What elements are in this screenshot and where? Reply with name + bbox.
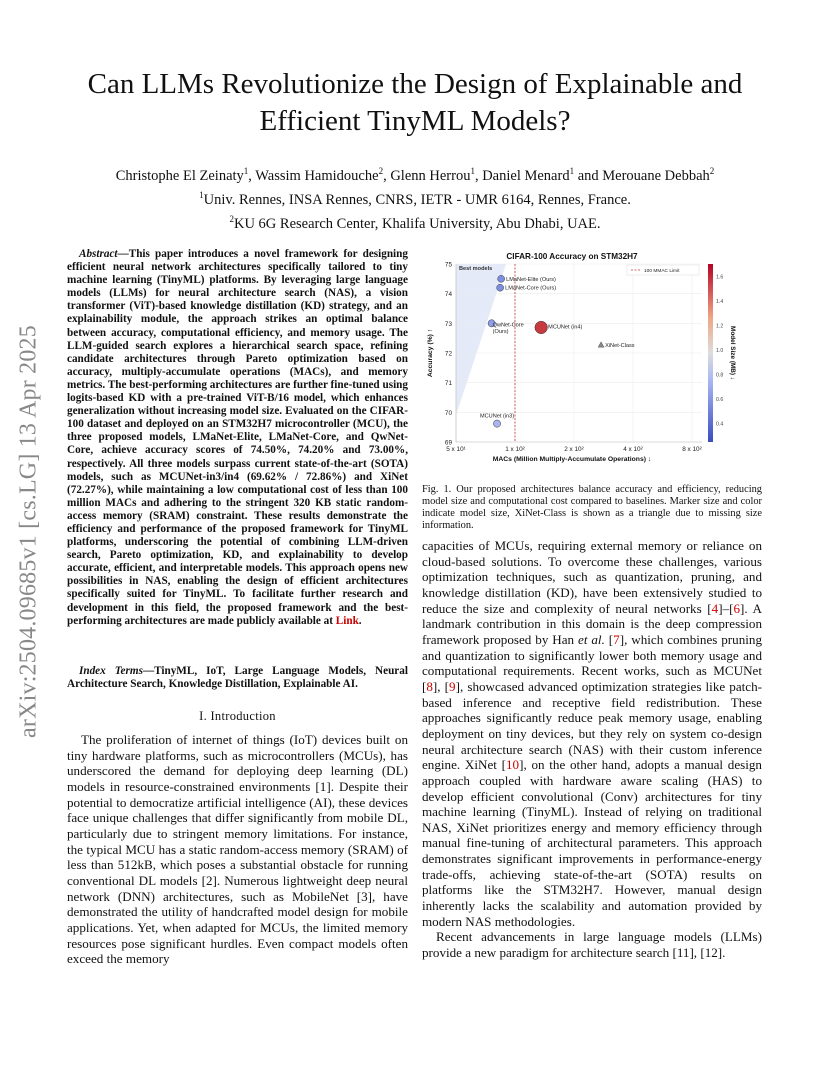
code-link[interactable]: Link <box>335 614 359 627</box>
colorbar-tick-label: 0.8 <box>716 372 724 379</box>
intro-paragraph-3: Recent advancements in large language models (LLMs) provide a new paradigm for architecture search [11], [12]. <box>422 929 762 961</box>
x-tick-label: 1 x 10² <box>505 446 525 453</box>
citation-link[interactable]: 8 <box>426 678 433 694</box>
data-point <box>498 275 505 282</box>
citation-link[interactable]: 4 <box>711 600 719 616</box>
colorbar-tick-label: 1.4 <box>716 298 724 305</box>
figure-caption: Fig. 1. Our proposed architectures balance accuracy and efficiency, reducing model size and computational cost compared to baselines. Marker size and color indicate model size, XiNet-Class is shown as a triangle due to missing size information. <box>422 484 762 532</box>
point-label: LMaNet-Core (Ours) <box>505 285 557 292</box>
citation-link[interactable]: 6 <box>733 600 741 616</box>
author-list: Christophe El Zeinaty$^1$, Wassim Hamidouche$^2$, Glenn Herrou$^1$, Daniel Menard$^1$ and Merouane Debbah$^2$ <box>115 166 715 184</box>
point-label: LMaNet-Elite (Ours) <box>506 276 556 283</box>
y-tick-label: 74 <box>444 291 452 299</box>
affiliation-1: $^1$Univ. Rennes, INSA Rennes, CNRS, IETR - UMR 6164, Rennes, France. <box>199 189 631 208</box>
index-terms-label: Index Terms <box>79 665 143 677</box>
colorbar-tick-label: 0.6 <box>716 397 724 404</box>
data-point <box>497 284 504 291</box>
x-tick-label: 8 x 10² <box>682 446 702 453</box>
data-point-triangle <box>598 342 604 347</box>
abstract-label: Abstract <box>79 248 118 260</box>
y-tick-label: 73 <box>444 320 452 328</box>
x-tick-label: 2 x 10² <box>564 446 584 453</box>
citation-link[interactable]: 7 <box>613 631 620 647</box>
y-tick-label: 72 <box>444 350 452 358</box>
colorbar-tick-label: 1.6 <box>716 274 724 281</box>
data-point <box>535 321 548 334</box>
point-label: XiNet-Class <box>605 342 635 349</box>
section-heading: I. Introduction <box>199 709 276 723</box>
y-tick-label: 69 <box>444 439 452 447</box>
intro-paragraph-1: The proliferation of internet of things (IoT) devices built on tiny hardware platforms, such as microcontrollers (MCUs), has underscored the demand for deploying deep learning (DL) models in resource-constrained environments [1]. Despite their potential to democratize artificial intelligence (AI), these devices face unique challenges that differ significantly from mobile DL, particularly due to stringent memory limitations. For instance, the typical MCU has a static random-access memory (SRAM) of less than 512kB, which poses a substantial obstacle for running conventional DL models [2]. Numerous lightweight deep neural network (DNN) architectures, such as MobileNet [3], have demonstrated the utility of handcrafted model design for mobile applications. Yet, when adapted for MCUs, the limited memory resources pose significant hurdles. Even compact models often exceed the memory <box>67 732 408 967</box>
intro-left-column <box>67 732 408 967</box>
citation-link[interactable]: 9 <box>449 678 456 694</box>
colorbar-label: Model Size (MB) ↓ <box>729 326 736 380</box>
x-axis-label: MACs (Million Multiply-Accumulate Operations) ↓ <box>492 456 652 463</box>
x-tick-label: 5 x 10¹ <box>446 446 466 453</box>
citation-link[interactable]: 10 <box>506 757 520 773</box>
y-tick-label: 75 <box>444 261 452 269</box>
index-terms: Index Terms—TinyML, IoT, Large Language Models, Neural Architecture Search, Knowledge Distillation, Explainable AI. <box>67 665 408 691</box>
abstract-body: —This paper introduces a novel framework for designing efficient neural network architectures specifically tailored to tiny machine learning (TinyML) platforms. By leveraging large language models (LLMs) for neural architecture search (NAS), a vision transformer (ViT)-based knowledge distillation (KD) strategy, and an explainability module, the approach strikes an optimal balance between accuracy, computational efficiency, and memory usage. The LLM-guided search explores a hierarchical search space, refining candidate architectures through Pareto optimization based on accuracy, multiply-accumulate operations (MACs), and memory metrics. The best-performing architectures are further fine-tuned using logits-based KD with a pre-trained ViT-B/16 model, which enhances generalization without increasing model size. Evaluated on the CIFAR-100 dataset and deployed on an STM32H7 microcontroller (MCU), the three proposed models, LMaNet-Elite, LMaNet-Core, and QwNet-Core, achieve accuracy scores of 74.50%, 74.20% and 73.00%, respectively. All three models surpass current state-of-the-art (SOTA) models, such as MCUNet-in3/in4 (69.62% / 72.86%) and XiNet (72.27%), while maintaining a low computational cost of less than 100 million MACs and adhering to the stringent 320 KB static random-access memory (SRAM) constraint. These results demonstrate the efficiency and performance of the proposed framework for TinyML platforms, underscoring the potential of combining LLM-driven search, Pareto optimization, KD, and explainability to develop accurate, efficient, and interpretable models. This approach opens new possibilities in NAS, enabling the design of efficient architectures specifically suited for TinyML. To facilitate further research and development in this field, the proposed framework and the best-performing architectures are made publicly available at <box>67 248 408 627</box>
arxiv-identifier: arXiv:2504.09685v1 [cs.LG] 13 Apr 2025 <box>15 325 42 738</box>
affiliation-2: $^2$KU 6G Research Center, Khalifa University, Abu Dhabi, UAE. <box>229 213 601 232</box>
legend-entry: 100 MMAC Limit <box>644 269 680 274</box>
y-tick-label: 70 <box>444 409 452 417</box>
author-block <box>40 162 790 233</box>
colorbar-tick-label: 1.0 <box>716 347 724 354</box>
colorbar-tick-label: 1.2 <box>716 323 724 330</box>
y-axis-label: Accuracy (%) ↑ <box>427 328 434 378</box>
plot-area <box>445 262 723 454</box>
point-label: QwNet-Core <box>492 322 524 329</box>
colorbar <box>708 264 713 442</box>
intro-right-column <box>422 538 762 961</box>
y-tick-label: 71 <box>444 380 452 388</box>
intro-paragraph-2: capacities of MCUs, requiring external memory or reliance on cloud-based solutions. To overcome these challenges, various optimization techniques, such as quantization, pruning, and knowledge distillation (KD), have been extensively studied to reduce the size and complexity of neural networks [4]–[6]. A landmark contribution in this domain is the deep compression framework proposed by Han et al. [7], which combines pruning and quantization to significantly lower both memory usage and computational requirements. Recent works, such as MCUNet [8], [9], showcased advanced optimization strategies like patch-based inference and receptive field redistribution. These approaches significantly reduce peak memory usage, enabling deployment on tiny devices, but they rely on system co-design neural architecture search (NAS) with their custom inference engine. XiNet [10], on the other hand, adopts a manual design approach coupled with hardware aware scaling (HAS) to develop efficient convolutional (Conv) architectures for tiny machine learning (TinyML). Instead of relying on traditional NAS, XiNet prioritizes energy and memory efficiency through manual fine-tuning of architectural parameters. This approach demonstrates significant improvements in performance-energy trade-offs, achieving state-of-the-art (SOTA) results on platforms like the STM32H7. However, manual design inherently lacks the scalability and automation provided by modern NAS methodologies. <box>422 538 763 929</box>
x-tick-label: 4 x 10² <box>623 446 643 453</box>
best-region-label: Best models <box>459 265 493 272</box>
point-label: (Ours) <box>492 328 509 335</box>
point-label: MCUNet (in3) <box>479 413 515 420</box>
accuracy-scatter-chart <box>422 248 762 470</box>
chart-title: CIFAR-100 Accuracy on STM32H7 <box>506 252 638 261</box>
colorbar-tick-label: 0.4 <box>716 421 724 428</box>
paper-title: Can LLMs Revolutionize the Design of Explainable and Efficient TinyML Models? <box>87 68 743 137</box>
data-point <box>493 420 500 427</box>
abstract: Abstract—This paper introduces a novel framework for designing efficient neural network architectures specifically tailored to tiny machine learning (TinyML) platforms. By leveraging large language models (LLMs) for neural architecture search (NAS), a vision transformer (ViT)-based knowledge distillation (KD) strategy, and an explainability module, the approach strikes an optimal balance between accuracy, computational efficiency, and memory usage. The LLM-guided search explores a hierarchical search space, refining candidate architectures through Pareto optimization based on accuracy, multiply-accumulate operations (MACs), and memory metrics. The best-performing architectures are further fine-tuned using logits-based KD with a pre-trained ViT-B/16 model, which enhances generalization without increasing model size. Evaluated on the CIFAR-100 dataset and deployed on an STM32H7 microcontroller (MCU), the three proposed models, LMaNet-Elite, LMaNet-Core, and QwNet-Core, achieve accuracy scores of 74.50%, 74.20% and 73.00%, respectively. All three models surpass current state-of-the-art (SOTA) models, such as MCUNet-in3/in4 (69.62% / 72.86%) and XiNet (72.27%), while maintaining a low computational cost of less than 100 million MACs and adhering to the stringent 320 KB static random-access memory (SRAM) constraint. These results demonstrate the efficiency and performance of the proposed framework for TinyML platforms, underscoring the potential of combining LLM-driven search, Pareto optimization, KD, and explainability to develop accurate, efficient, and interpretable models. This approach opens new possibilities in NAS, enabling the design of efficient architectures specifically suited for TinyML. To facilitate further research and development in this field, the proposed framework and the best-performing architectures are made publicly available at Link. <box>67 248 408 627</box>
point-label: MCUNet (in4) <box>548 324 583 331</box>
